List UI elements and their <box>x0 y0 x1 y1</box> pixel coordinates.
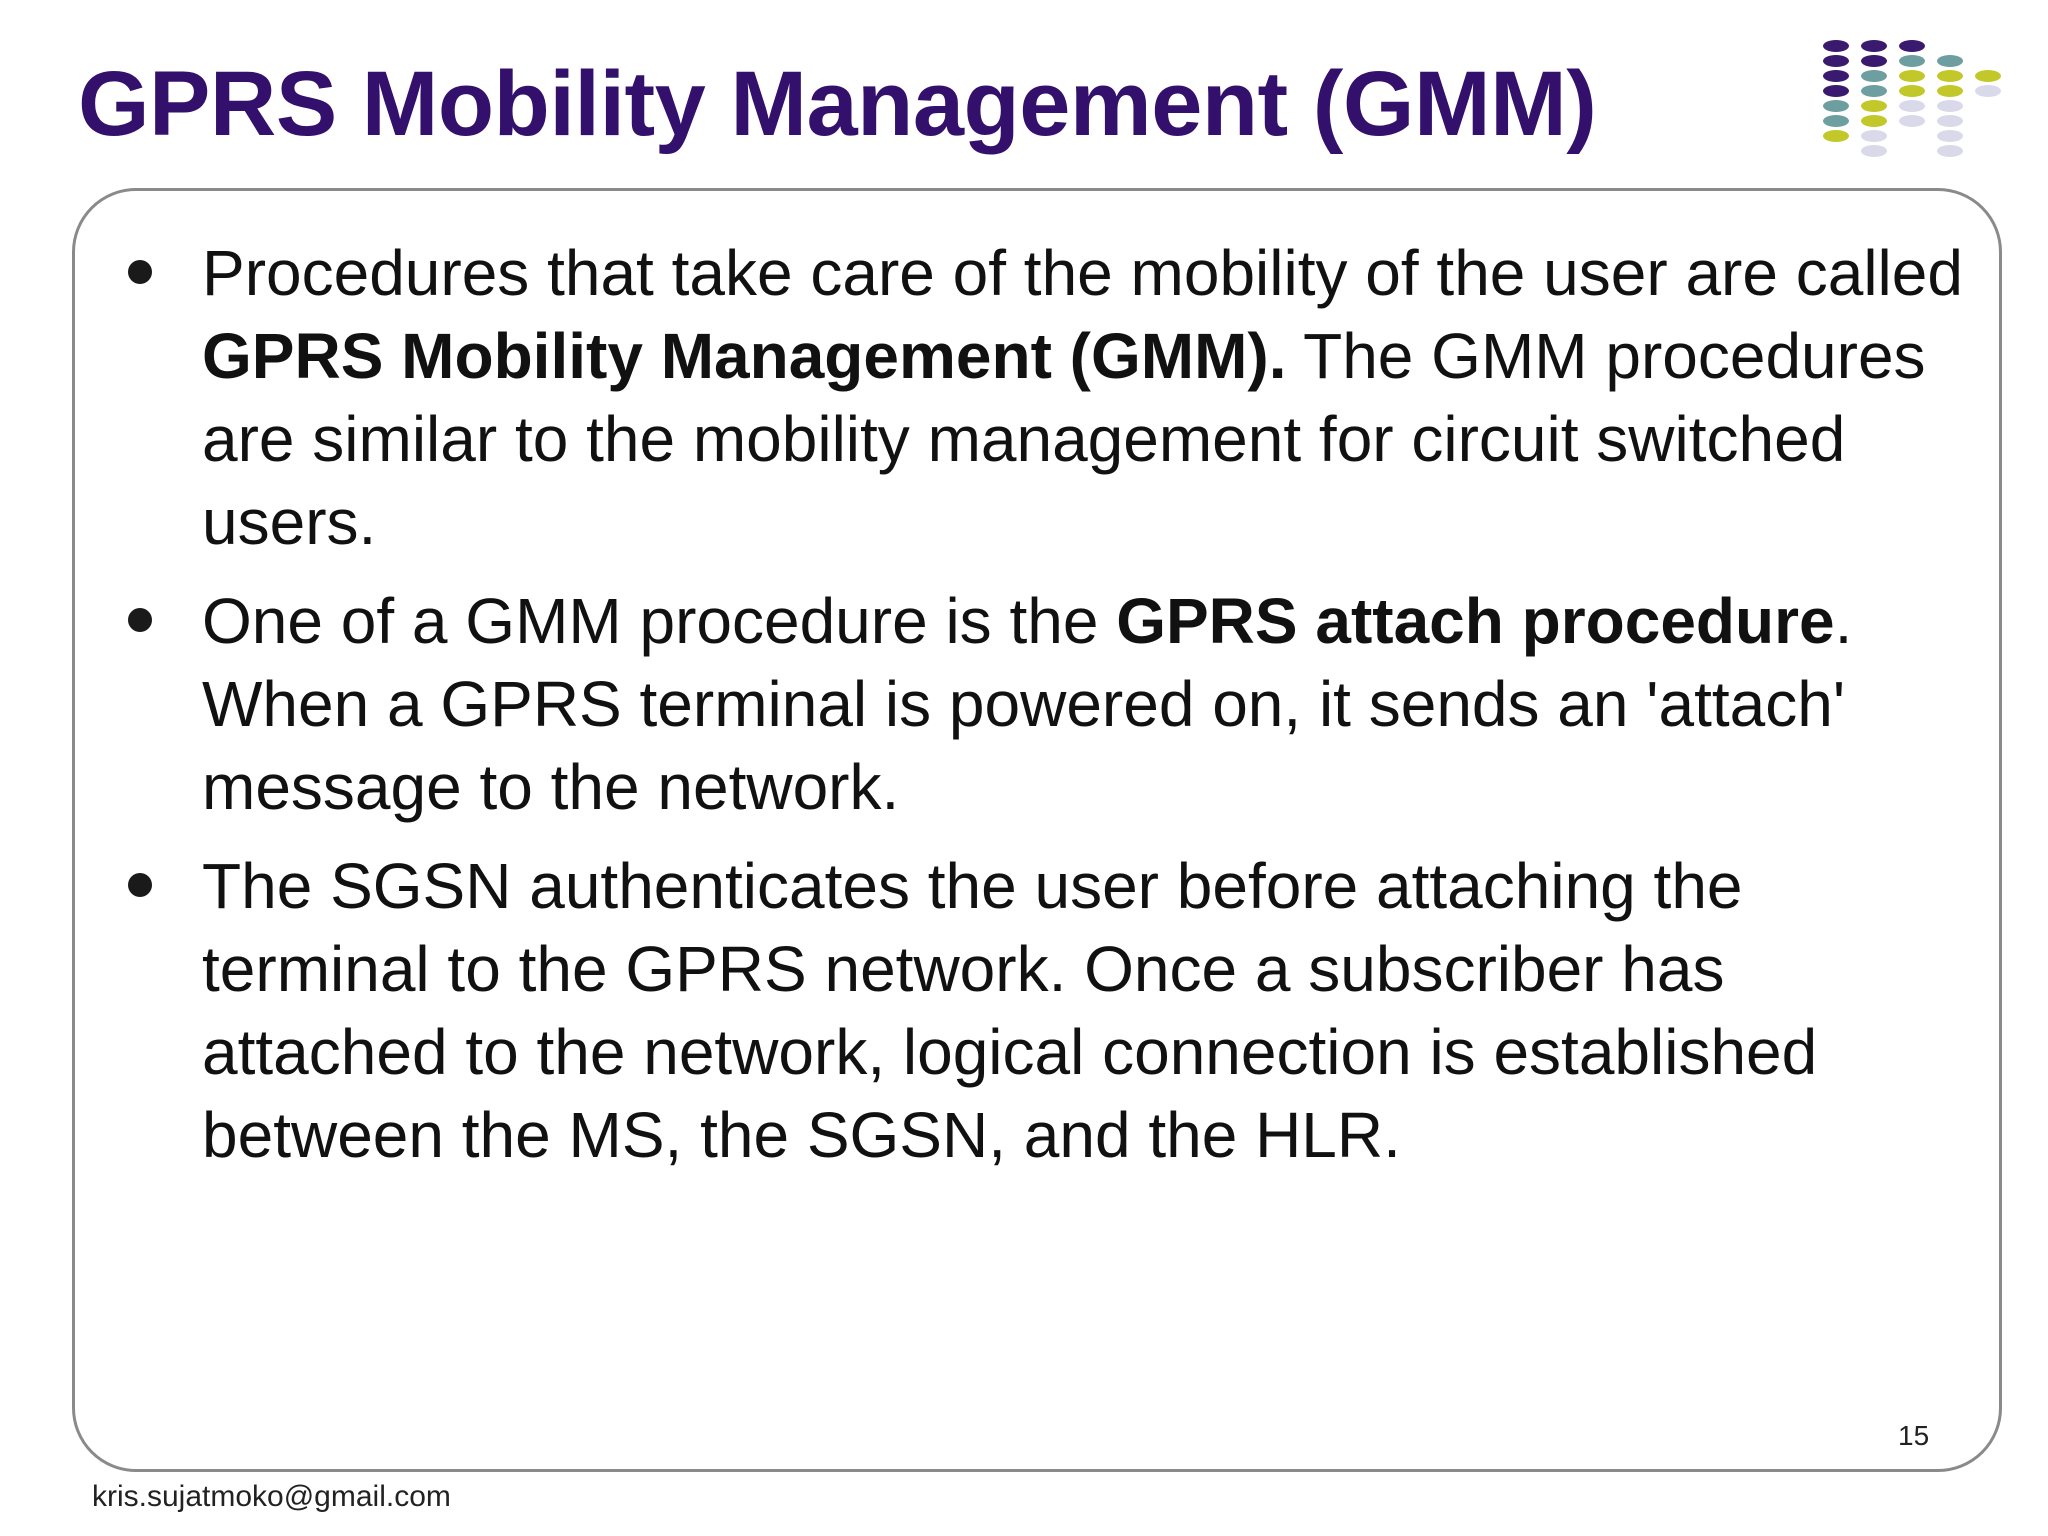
logo-dot <box>1861 70 1887 82</box>
bullet-list <box>118 232 1978 1193</box>
bullet-item <box>118 232 1978 564</box>
logo-dot <box>1861 40 1887 52</box>
logo-dot <box>1823 40 1849 52</box>
logo-dot <box>1823 130 1849 142</box>
logo-dot <box>1861 100 1887 112</box>
logo-dot <box>1861 55 1887 67</box>
logo-dot <box>1823 70 1849 82</box>
logo-dot <box>1937 55 1963 67</box>
bullet-text: The SGSN authenticates the user before attaching the terminal to the GPRS network. Once a subscriber has attached to the network, logical connection is established between the MS, the SGSN, and the HLR. <box>202 850 1818 1171</box>
logo-dot <box>1861 85 1887 97</box>
logo-dot <box>1937 130 1963 142</box>
logo-dot <box>1937 70 1963 82</box>
bullet-text: Procedures that take care of the mobility of the user are called GPRS Mobility Management (GMM). The GMM procedures are similar to the mobility management for circuit switched users. <box>202 237 1963 558</box>
logo-dot <box>1937 115 1963 127</box>
bullet-text: One of a GMM procedure is the GPRS attach procedure. When a GPRS terminal is powered on, it sends an 'attach' message to the network. <box>202 585 1853 823</box>
logo-dot <box>1823 55 1849 67</box>
bullet-icon <box>128 873 152 897</box>
logo-dot <box>1937 100 1963 112</box>
bullet-icon <box>128 260 152 284</box>
logo-dot <box>1861 115 1887 127</box>
logo-dot <box>1861 145 1887 157</box>
logo-dot <box>1899 55 1925 67</box>
logo-dot <box>1899 85 1925 97</box>
logo-dot <box>1899 115 1925 127</box>
logo-dot <box>1899 100 1925 112</box>
logo-dot <box>1937 85 1963 97</box>
logo-dot <box>1975 70 2001 82</box>
logo-dot <box>1823 85 1849 97</box>
bullet-item <box>118 580 1978 829</box>
logo-dot <box>1975 85 2001 97</box>
bullet-item <box>118 845 1978 1177</box>
slide-title: GPRS Mobility Management (GMM) <box>78 53 1597 155</box>
logo-dot <box>1899 70 1925 82</box>
bullet-icon <box>128 608 152 632</box>
dot-grid-logo <box>1820 36 2020 186</box>
footer-email: kris.sujatmoko@gmail.com <box>92 1480 451 1513</box>
logo-dot <box>1937 145 1963 157</box>
logo-dot <box>1823 100 1849 112</box>
logo-dot <box>1861 130 1887 142</box>
page-number: 15 <box>1898 1420 1930 1451</box>
logo-dot <box>1899 40 1925 52</box>
logo-dot <box>1823 115 1849 127</box>
